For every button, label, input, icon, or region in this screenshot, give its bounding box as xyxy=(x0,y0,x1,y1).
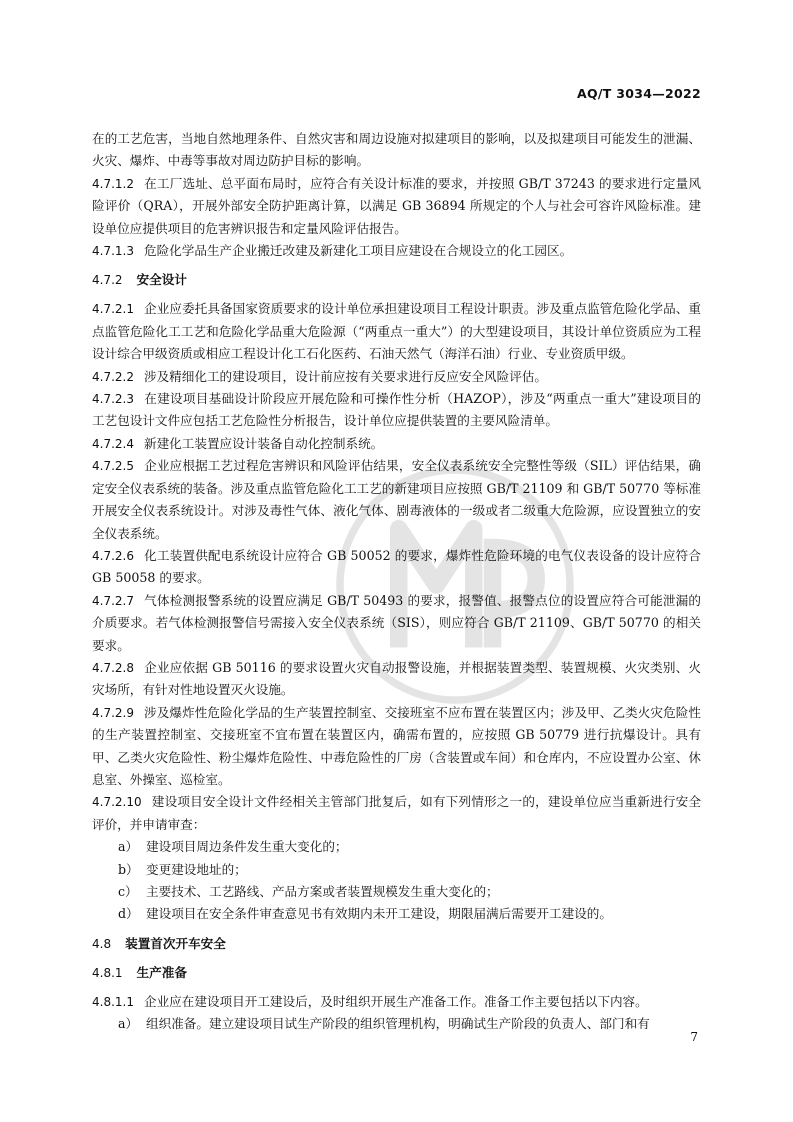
list-text: 组织准备。建立建设项目试生产阶段的组织管理机构，明确试生产阶段的负责人、部门和有 xyxy=(146,1016,650,1032)
standard-code: AQ/T 3034—2022 xyxy=(576,86,701,101)
list-marker: d） xyxy=(118,906,139,922)
clause-4-7-2-3 xyxy=(92,388,701,433)
list-text: 主要技术、工艺路线、产品方案或者装置规模发生重大变化的； xyxy=(146,884,499,899)
clause-4-7-1-3 xyxy=(92,240,701,262)
section-heading-4-8 xyxy=(92,933,701,955)
clause-number: 4.7.2.8 xyxy=(92,660,134,675)
clause-number: 4.7.2.1 xyxy=(92,302,134,317)
clause-4-7-2-8 xyxy=(92,657,701,702)
list-item xyxy=(118,881,701,903)
clause-text: 涉及精细化工的建设项目，设计前应按有关要求进行反应安全风险评估。 xyxy=(143,368,547,384)
clause-4-7-1-2 xyxy=(92,173,701,240)
section-number: 4.8.1 xyxy=(92,965,123,980)
list-marker: a） xyxy=(118,1016,139,1032)
clause-text: 建设项目安全设计文件经相关主管部门批复后，如有下列情形之一的，建设单位应当重新进行安全评价，并申请审查： xyxy=(92,794,701,832)
clause-number: 4.7.2.6 xyxy=(92,548,134,563)
clause-text: 企业应在建设项目开工建设后，及时组织开展生产准备工作。准备工作主要包括以下内容。 xyxy=(143,993,648,1009)
clause-text: 新建化工装置应设计装备自动化控制系统。 xyxy=(143,435,384,451)
list-marker: c） xyxy=(118,884,138,899)
clause-4-8-1-1 xyxy=(92,991,701,1013)
clause-number: 4.8.1.1 xyxy=(92,994,134,1009)
clause-number: 4.7.2.3 xyxy=(92,392,134,407)
section-number: 4.8 xyxy=(92,936,112,951)
clause-4-7-2-7 xyxy=(92,590,701,657)
clause-number: 4.7.2.9 xyxy=(92,705,134,720)
section-heading-4-8-1 xyxy=(92,962,701,984)
clause-text: 化工装置供配电系统设计应符合 GB 50052 的要求，爆炸性危险环境的电气仪表设备的设计应符合 GB 50058 的要求。 xyxy=(92,547,701,586)
clause-4-7-2-10 xyxy=(92,791,701,836)
page-number: 7 xyxy=(690,1030,698,1044)
clause-4-7-2-6 xyxy=(92,545,701,590)
section-title: 装置首次开车安全 xyxy=(125,935,226,951)
clause-number: 4.7.2.5 xyxy=(92,459,134,474)
clause-text: 企业应依据 GB 50116 的要求设置火灾自动报警设施，并根据装置类型、装置规模、火灾类别、火灾场所，有针对性地设置灭火设施。 xyxy=(92,659,701,698)
clause-number: 4.7.1.2 xyxy=(92,176,134,191)
clause-4-7-2-9 xyxy=(92,702,701,792)
document-body xyxy=(92,128,701,1036)
list-text: 建设项目周边条件发生重大变化的； xyxy=(146,839,348,855)
clause-4-7-2-1 xyxy=(92,298,701,365)
clause-text: 气体检测报警系统的设置应满足 GB/T 50493 的要求，报警值、报警点位的设置应符合可能泄漏的介质要求。若气体检测报警信号需接入安全仪表系统（SIS），则应符合 GB/T 21109、GB/T 50770 的相关要求。 xyxy=(92,592,701,653)
clause-number: 4.7.2.2 xyxy=(92,369,134,384)
clause-4-7-2-5 xyxy=(92,455,701,545)
clause-number: 4.7.2.10 xyxy=(92,795,142,810)
list-text: 建设项目在安全条件审查意见书有效期内未开工建设，期限届满后需要开工建设的。 xyxy=(146,906,612,922)
list-item xyxy=(118,1013,701,1035)
list-item xyxy=(118,836,701,858)
clause-4-7-2-2 xyxy=(92,366,701,388)
section-heading-4-7-2 xyxy=(92,269,701,291)
list-marker: a） xyxy=(118,839,139,855)
clause-text: 危险化学品生产企业搬迁改建及新建化工项目应建设在合规设立的化工园区。 xyxy=(143,243,573,259)
section-title: 生产准备 xyxy=(136,964,187,980)
list-marker: b） xyxy=(118,861,139,877)
clause-number: 4.7.2.7 xyxy=(92,593,134,608)
clause-text: 在建设项目基础设计阶段应开展危险和可操作性分析（HAZOP），涉及“两重点一重大”建设项目的工艺包设计文件应包括工艺危险性分析报告，设计单位应提供装置的主要风险清单。 xyxy=(92,391,701,429)
clause-4-7-2-4 xyxy=(92,433,701,455)
section-number: 4.7.2 xyxy=(92,273,123,288)
clause-text: 企业应根据工艺过程危害辨识和风险评估结果，安全仪表系统安全完整性等级（SIL）评估结果，确定安全仪表系统的装备。涉及重点监管危险化工工艺的新建项目应按照 GB/T 21109 和 GB/T 50770 等标准开展安全仪表系统设计。对涉及毒性气体、液化气体、剧毒液体的一级或者二级重大危险源，应设置独立的安全仪表系统。 xyxy=(92,458,701,541)
paragraph-continued: 在的工艺危害，当地自然地理条件、自然灾害和周边设施对拟建项目的影响，以及拟建项目可能发生的泄漏、火灾、爆炸、中毒等事故对周边防护目标的影响。 xyxy=(92,131,701,169)
clause-text: 企业应委托具备国家资质要求的设计单位承担建设项目工程设计职责。涉及重点监管危险化学品、重点监管危险化工工艺和危险化学品重大危险源（“两重点一重大”）的大型建设项目，其设计单位资质应为工程设计综合甲级资质或相应工程设计化工石化医药、石油天然气（海洋石油）行业、专业资质甲级。 xyxy=(92,301,701,362)
list-item xyxy=(118,859,701,881)
list-text: 变更建设地址的； xyxy=(146,861,247,877)
clause-text: 涉及爆炸性危险化学品的生产装置控制室、交接班室不应布置在装置区内；涉及甲、乙类火灾危险性的生产装置控制室、交接班室不宜布置在装置区内，确需布置的，应按照 GB 50779 进行抗爆设计。具有甲、乙类火灾危险性、粉尘爆炸危险性、中毒危险性的厂房（含装置或车间）和仓库内，不应设置办公室、休息室、外操室、巡检室。 xyxy=(92,704,701,787)
clause-text: 在工厂选址、总平面布局时，应符合有关设计标准的要求，并按照 GB/T 37243 的要求进行定量风险评价（QRA），开展外部安全防护距离计算，以满足 GB 36894 所规定的个人与社会可容许风险标准。建设单位应提供项目的危害辨识报告和定量风险评估报告。 xyxy=(92,175,701,236)
clause-number: 4.7.1.3 xyxy=(92,244,134,259)
section-title: 安全设计 xyxy=(136,272,187,288)
list-item xyxy=(118,903,701,925)
clause-number: 4.7.2.4 xyxy=(92,436,134,451)
